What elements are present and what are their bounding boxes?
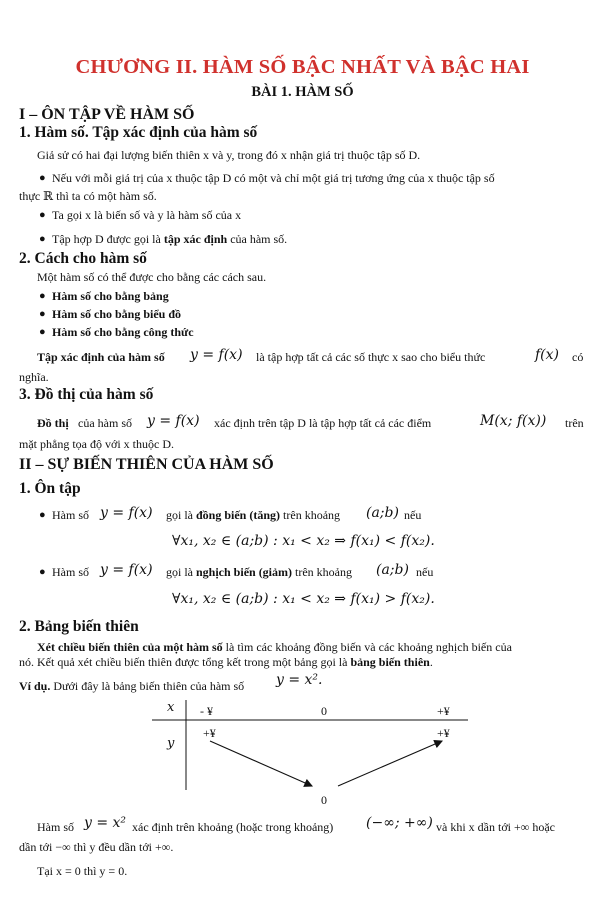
subsection-2-1-title: 1. Ôn tập (19, 480, 81, 497)
conclusion-pre: Hàm số (37, 820, 74, 834)
domain-definition-end: có (572, 350, 584, 364)
increasing-end: nếu (404, 508, 422, 522)
interval: (a;b) (376, 562, 409, 578)
bullet-dot: ● (39, 209, 46, 221)
decrease-arrow (210, 741, 312, 786)
graph-text: của hàm số (78, 416, 132, 430)
subsection-1-2-title: 2. Cách cho hàm số (19, 250, 147, 267)
list-item: Hàm số cho bằng công thức (52, 325, 194, 339)
table-y-value: 0 (321, 793, 327, 807)
increase-arrow (338, 741, 442, 786)
table-y-value: +¥ (437, 726, 450, 740)
decreasing-text: gọi là nghịch biến (giảm) trên khoảng (166, 565, 352, 579)
paragraph-ways: Một hàm số có thể được cho bằng các cách sau. (37, 270, 267, 284)
formula: y = f(x) (100, 505, 153, 521)
bullet-2: Ta gọi x là biến số và y là hàm số của x (52, 208, 242, 222)
table-y-value: +¥ (203, 726, 216, 740)
bullet-dot: ● (39, 290, 46, 302)
lesson-title: BÀI 1. HÀM SỐ (251, 84, 354, 100)
formula: y = f(x) (190, 347, 243, 363)
conclusion-line-3: Tại x = 0 thì y = 0. (37, 864, 128, 878)
increasing-pre: Hàm số (52, 508, 89, 522)
formula: y = x² (84, 815, 127, 831)
section-1-title: I – ÔN TẬP VỀ HÀM SỐ (19, 106, 195, 123)
example-formula: y = x². (276, 672, 323, 688)
example-label: Ví dụ. Dưới đây là bảng biến thiên của hàm số (19, 679, 245, 693)
paragraph-intro: Giả sử có hai đại lượng biến thiên x và y, trong đó x nhận giá trị thuộc tập số D. (37, 148, 421, 162)
formula: y = f(x) (147, 413, 200, 429)
decreasing-condition: ∀x₁, x₂ ∈ (a;b) : x₁ < x₂ ⇒ f(x₁) > f(x₂). (172, 591, 435, 607)
graph-bold: Đồ thị (37, 416, 69, 430)
bullet-dot: ● (39, 326, 46, 338)
bullet-dot: ● (39, 233, 46, 245)
subsection-1-1-title: 1. Hàm số. Tập xác định của hàm số (19, 124, 258, 141)
domain-definition-text: là tập hợp tất cả các số thực x sao cho biểu thức (256, 350, 486, 364)
table-x-value: 0 (321, 704, 327, 718)
decreasing-pre: Hàm số (52, 565, 89, 579)
formula: M(x; f(x)) (480, 413, 547, 429)
table-x-value: +¥ (437, 704, 450, 718)
subsection-1-3-title: 3. Đồ thị của hàm số (19, 386, 154, 403)
section-2-title: II – SỰ BIẾN THIÊN CỦA HÀM SỐ (19, 456, 274, 473)
graph-text: xác định trên tập D là tập hợp tất cả các điểm (214, 416, 432, 430)
subsection-2-2-title: 2. Bảng biến thiên (19, 618, 139, 635)
domain-definition-bold: Tập xác định của hàm số (37, 350, 165, 364)
bullet-1-line-2: thực ℝ thì ta có một hàm số. (19, 189, 157, 203)
formula: y = f(x) (100, 562, 153, 578)
chapter-title: CHƯƠNG II. HÀM SỐ BẬC NHẤT VÀ BẬC HAI (75, 56, 530, 78)
bullet-3: Tập hợp D được gọi là tập xác định của hàm số. (52, 232, 288, 246)
graph-text-end: trên (565, 416, 584, 430)
domain-definition-line-2: nghĩa. (19, 370, 49, 384)
variation-paragraph: Xét chiều biến thiên của một hàm số là tìm các khoảng đồng biến và các khoảng nghịch biến của (37, 640, 512, 654)
table-y-label: y (167, 736, 175, 751)
conclusion-text: xác định trên khoảng (hoặc trong khoảng) (132, 820, 334, 834)
bullet-dot: ● (39, 509, 46, 521)
graph-line-2: mặt phẳng tọa độ với x thuộc D. (19, 437, 174, 451)
variation-paragraph-line-2: nó. Kết quả xét chiều biến thiên được tổng kết trong một bảng gọi là bảng biến thiên. (19, 655, 433, 669)
increasing-condition: ∀x₁, x₂ ∈ (a;b) : x₁ < x₂ ⇒ f(x₁) < f(x₂). (172, 533, 435, 549)
increasing-text: gọi là đồng biến (tăng) trên khoảng (166, 508, 341, 522)
bullet-dot: ● (39, 308, 46, 320)
interval: (−∞; +∞) (366, 815, 433, 831)
interval: (a;b) (366, 505, 399, 521)
conclusion-line-2: dần tới −∞ thì y đều dần tới +∞. (19, 840, 174, 854)
bullet-1-line-1: Nếu với mỗi giá trị của x thuộc tập D có một và chỉ một giá trị tương ứng của x thuộc tập số (52, 171, 495, 185)
formula: f(x) (535, 347, 560, 363)
table-x-value: - ¥ (200, 704, 213, 718)
list-item: Hàm số cho bằng biểu đồ (52, 307, 182, 321)
conclusion-end: và khi x dần tới +∞ hoặc (436, 820, 555, 834)
table-x-label: x (167, 700, 175, 715)
bullet-dot: ● (39, 172, 46, 184)
decreasing-end: nếu (416, 565, 434, 579)
bullet-dot: ● (39, 566, 46, 578)
list-item: Hàm số cho bằng bảng (52, 289, 169, 303)
